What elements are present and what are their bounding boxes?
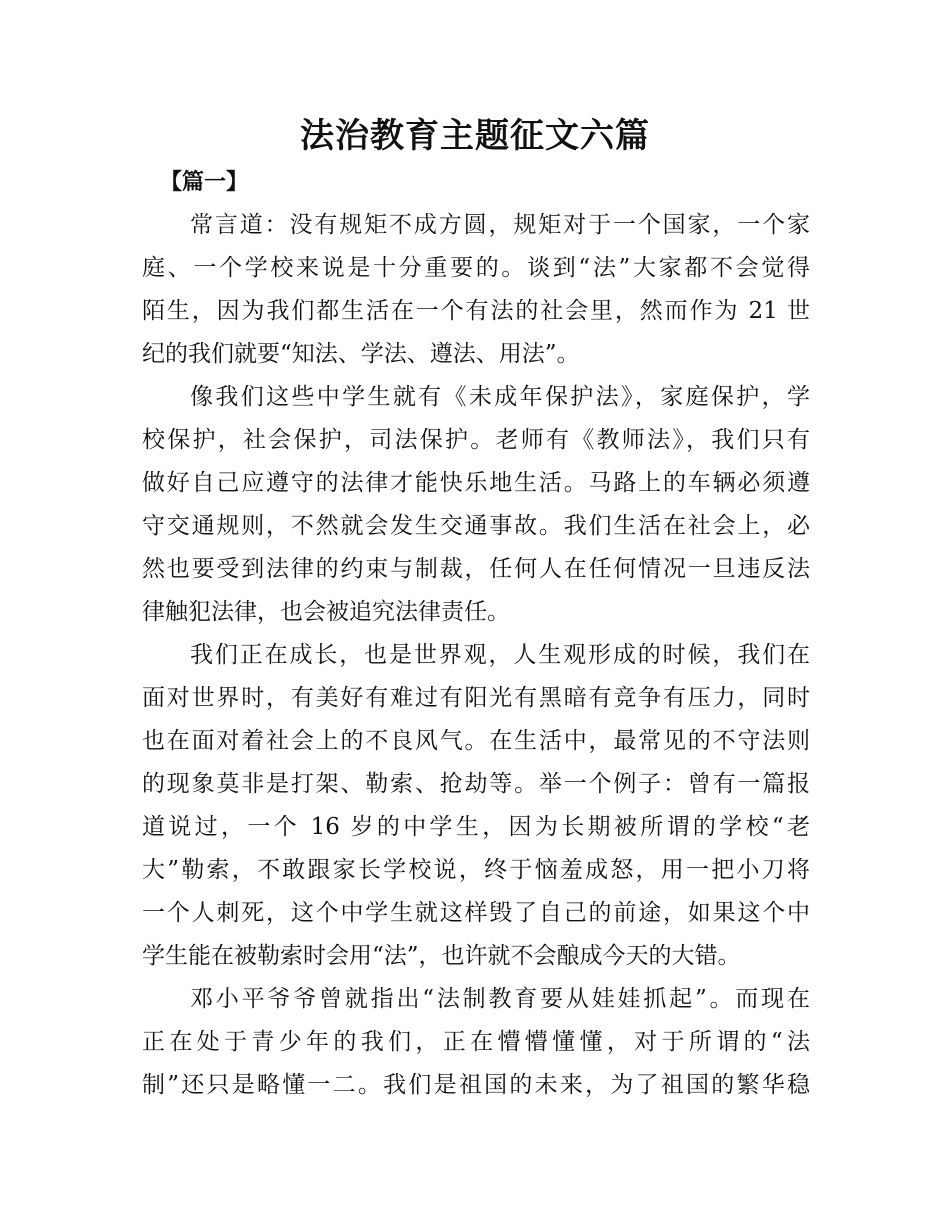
section-label: 【篇一】 <box>160 169 249 195</box>
paragraph-line: 面对世界时，有美好有难过有阳光有黑暗有竞争有压力，同时 <box>142 685 810 711</box>
paragraph-line: 纪的我们就要“知法、学法、遵法、用法”。 <box>142 341 580 367</box>
paragraph-line: 做好自己应遵守的法律才能快乐地生活。马路上的车辆必须遵 <box>142 470 810 496</box>
paragraph-line: 正在处于青少年的我们，正在懵懵懂懂，对于所谓的“法 <box>142 1029 810 1055</box>
paragraph-line: 律触犯法律，也会被追究法律责任。 <box>142 599 510 625</box>
paragraph-line: 然也要受到法律的约束与制裁，任何人在任何情况一旦违反法 <box>142 556 810 582</box>
paragraph-line: 校保护，社会保护，司法保护。老师有《教师法》，我们只有 <box>142 427 810 453</box>
paragraph-line: 学生能在被勒索时会用“法”，也许就不会酿成今天的大错。 <box>142 943 741 969</box>
paragraph-line: 陌生，因为我们都生活在一个有法的社会里，然而作为 21 世 <box>142 298 810 324</box>
paragraph-line: 常言道：没有规矩不成方圆，规矩对于一个国家，一个家 <box>190 212 810 238</box>
paragraph-line: 像我们这些中学生就有《未成年保护法》，家庭保护，学 <box>190 384 810 410</box>
paragraph-line: 道说过，一个 16 岁的中学生，因为长期被所谓的学校“老 <box>142 814 810 840</box>
paragraph-line: 大”勒索，不敢跟家长学校说，终于恼羞成怒，用一把小刀将 <box>142 857 810 883</box>
paragraph-line: 一个人刺死，这个中学生就这样毁了自己的前途，如果这个中 <box>142 900 810 926</box>
paragraph-line: 庭、一个学校来说是十分重要的。谈到“法”大家都不会觉得 <box>142 255 810 281</box>
paragraph-line: 也在面对着社会上的不良风气。在生活中，最常见的不守法则 <box>142 728 810 754</box>
document-title: 法治教育主题征文六篇 <box>300 116 650 156</box>
paragraph-line: 邓小平爷爷曾就指出“法制教育要从娃娃抓起”。而现在 <box>190 986 810 1012</box>
paragraph-line: 的现象莫非是打架、勒索、抢劫等。举一个例子：曾有一篇报 <box>142 771 810 797</box>
paragraph-line: 我们正在成长，也是世界观，人生观形成的时候，我们在 <box>190 642 810 668</box>
paragraph-line: 守交通规则，不然就会发生交通事故。我们生活在社会上，必 <box>142 513 810 539</box>
paragraph-line: 制”还只是略懂一二。我们是祖国的未来，为了祖国的繁华稳 <box>142 1072 810 1098</box>
